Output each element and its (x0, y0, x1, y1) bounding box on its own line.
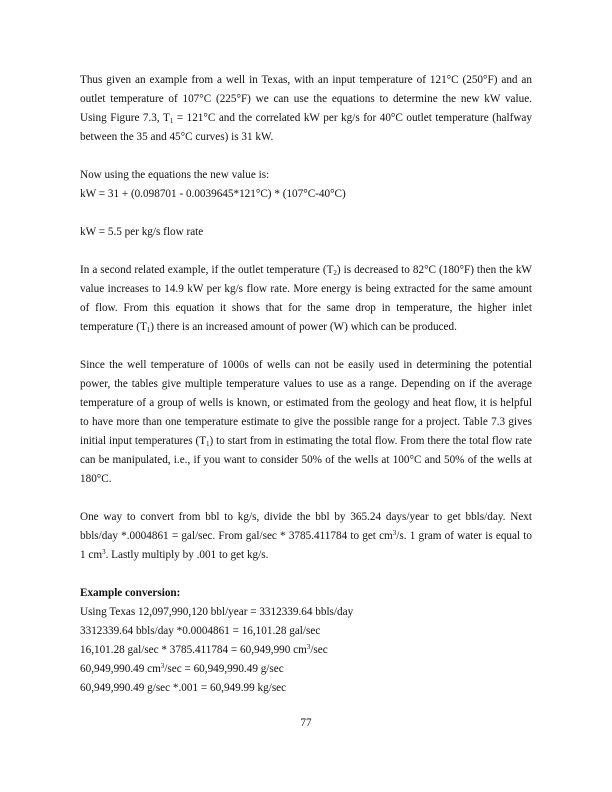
paragraph (80, 71, 532, 147)
paragraph (80, 508, 532, 565)
document-body (80, 71, 532, 698)
superscript: 3 (102, 548, 106, 556)
section-heading (80, 584, 532, 603)
text-run: kW = 31 + (0.098701 - 0.0039645*121°C) * (107°C-40°C) (80, 188, 346, 200)
text-run: ) is decreased to 82°C (180°F) then the kW value increases to 14.9 kW per kg/s flow rate. More energy is being extracted for the same amount of flow. From this equation it shows that for the same drop in temperature, the higher inlet temperature (T (80, 264, 532, 333)
paragraph (80, 660, 532, 679)
text-run: = 121°C and the correlated kW per kg/s for 40°C outlet temperature (halfway between the 35 and 45°C curves) is 31 kW. (80, 112, 532, 143)
superscript: 3 (392, 529, 397, 537)
text-run: /sec (310, 644, 328, 656)
page-number: 77 (300, 717, 312, 729)
paragraph (80, 603, 532, 622)
superscript: 3 (160, 662, 165, 670)
subscript: 1 (169, 117, 174, 125)
text-run: ) to start from in estimating the total flow. From there the total flow rate can be manipulated, i.e., if you want to consider 50% of the wells at 100°C and 50% of the wells at 180°C. (80, 435, 532, 485)
text-run: Thus given an example from a well in Texas, with an input temperature of 121°C (250°F) and an outlet temperature of 107°C (225°F) we can use the equations to determine the new kW value. Using Figure 7.3, T (80, 74, 532, 124)
paragraph (80, 679, 532, 698)
text-run: 3312339.64 bbls/day *0.0004861 = 16,101.28 gal/sec (80, 625, 321, 637)
paragraph (80, 185, 532, 204)
text-run: 16,101.28 gal/sec * 3785.411784 = 60,949,990 cm (80, 644, 307, 656)
text-run: . Lastly multiply by .001 to get kg/s. (105, 549, 269, 561)
text-run: In a second related example, if the outlet temperature (T (80, 264, 334, 276)
text-run: Now using the equations the new value is: (80, 169, 270, 181)
paragraph (80, 356, 532, 489)
text-run: kW = 5.5 per kg/s flow rate (80, 226, 204, 238)
text-run: One way to convert from bbl to kg/s, divide the bbl by 365.24 days/year to get bbls/day. Next bbls/day *.0004861 = gal/sec. From gal/sec * 3785.411784 to get cm (80, 511, 532, 542)
subscript: 1 (146, 326, 151, 334)
text-run: /sec = 60,949,990.49 g/sec (164, 663, 284, 675)
text-run: 60,949,990.49 g/sec *.001 = 60,949.99 kg/sec (80, 682, 287, 694)
text-run: Since the well temperature of 1000s of wells can not be easily used in determining the potential power, the tables give multiple temperature values to use as a range. Depending on if the average temperature of a group of wells is known, or estimated from the geology and heat flow, it is helpful to have more than one temperature estimate to give the possible range for a project. Table 7.3 gives initial input temperatures (T (80, 359, 532, 447)
paragraph (80, 641, 532, 660)
paragraph (80, 622, 532, 641)
text-run: ) there is an increased amount of power (W) which can be produced. (150, 321, 457, 333)
subscript: 1 (206, 440, 210, 448)
subscript: 2 (333, 269, 337, 277)
text-run: Example conversion: (80, 587, 181, 599)
paragraph (80, 223, 532, 242)
text-run: 60,949,990.49 cm (80, 663, 161, 675)
paragraph (80, 261, 532, 337)
paragraph (80, 166, 532, 185)
text-run: Using Texas 12,097,990,120 bbl/year = 3312339.64 bbls/day (80, 606, 354, 618)
text-run: /s. 1 gram of water is equal to 1 cm (80, 530, 532, 561)
superscript: 3 (306, 643, 311, 651)
